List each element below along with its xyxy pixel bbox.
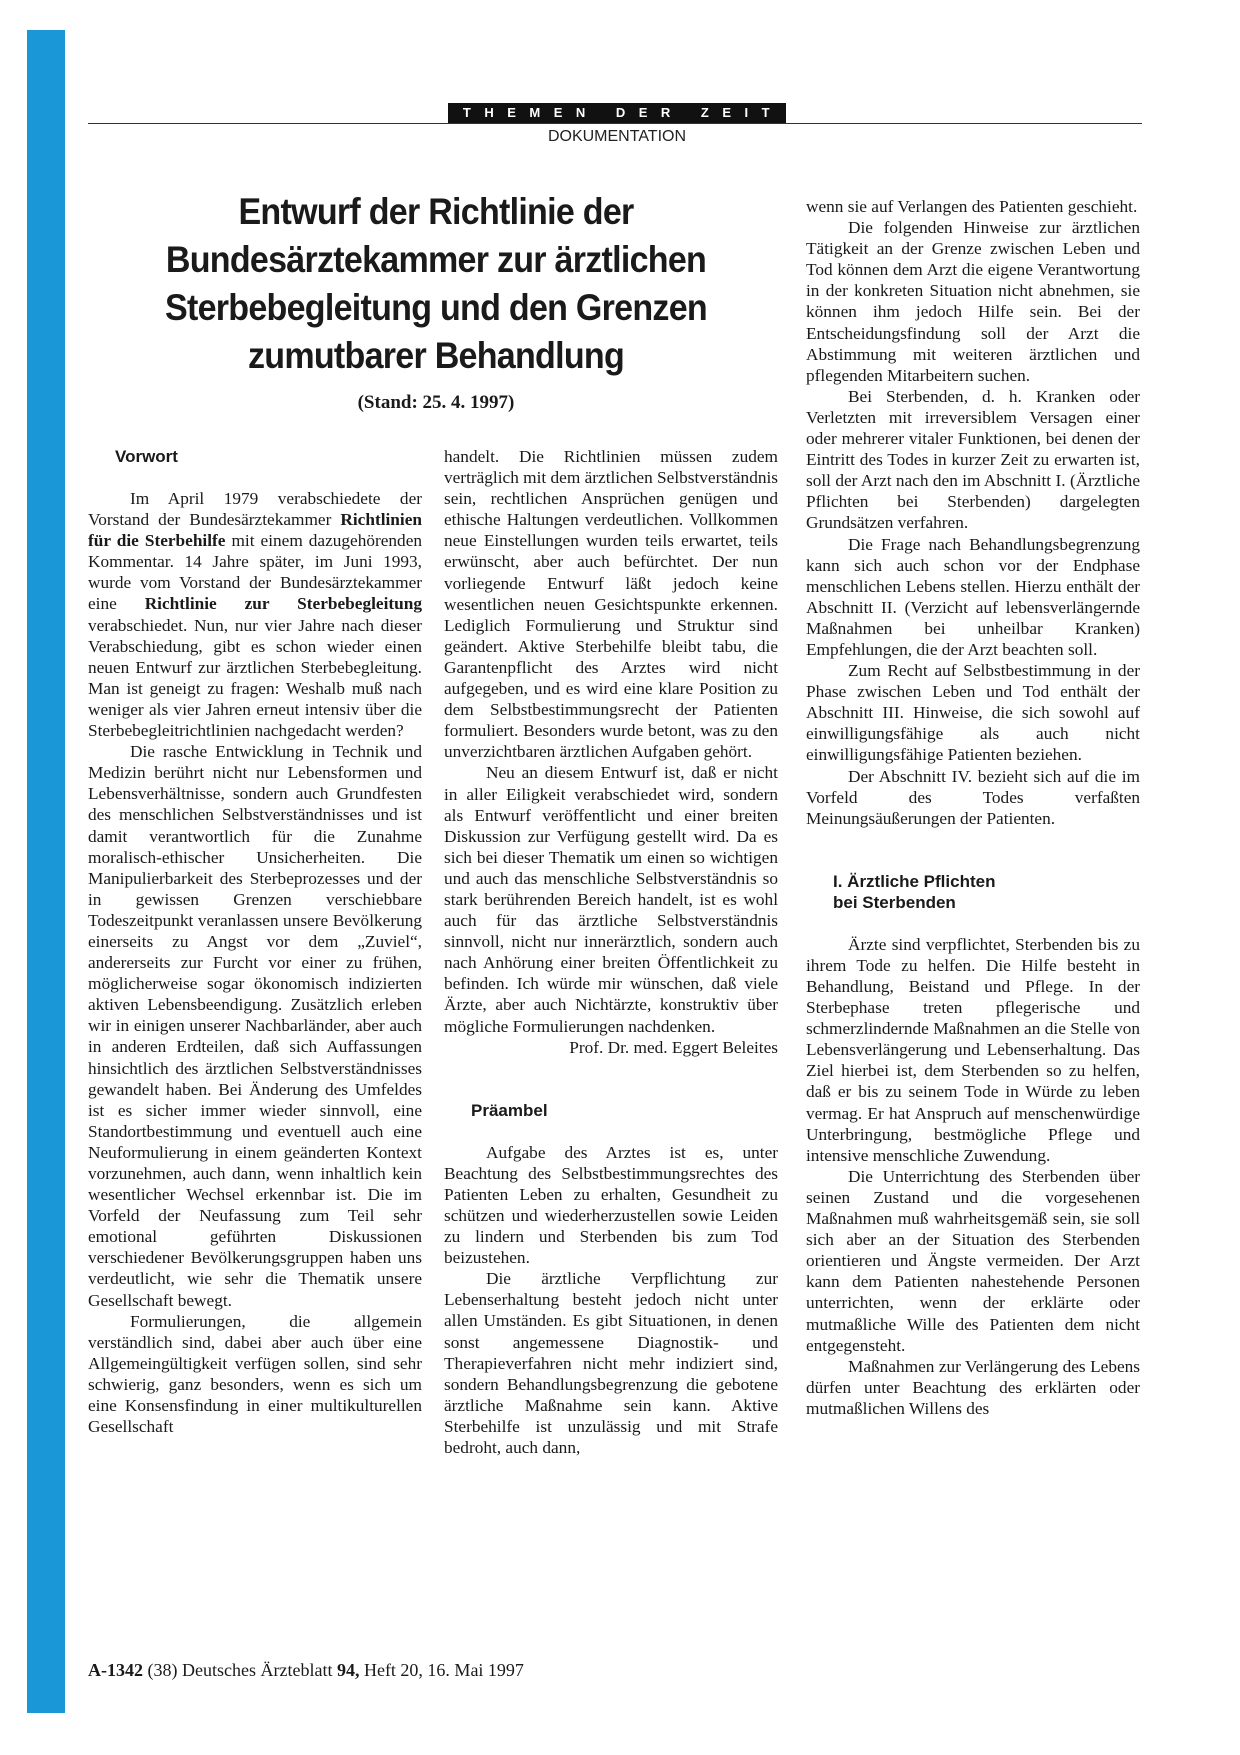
section-label: THEMEN DER ZEIT — [448, 103, 786, 123]
title-line: Sterbebegleitung und den Grenzen — [165, 287, 707, 328]
signature: Prof. Dr. med. Eggert Beleites — [569, 1037, 778, 1057]
paragraph: Neu an diesem Entwurf ist, daß er nicht in aller Eiligkeit verabschiedet wird, sondern als Entwurf veröffentlicht und einer breiten Diskussion zur Verfügung gestellt wird. Da es sich bei dieser Thematik um einen so wichtigen und auch das menschliche Selbstverständnis so stark berührenden Bereich handelt, ist es wohl auch für das ärztliche Selbstverständnis sinnvoll, nicht nur innerärztlich, sondern auch nach Anhörung einer breiten Öffentlichkeit zu befinden. Ich würde mir wünschen, daß viele Ärzte, aber auch Nichtärzte, konstruktiv über mögliche Formulierungen nachdenken. — [444, 763, 778, 1036]
text-column-3 — [806, 196, 1140, 1419]
paragraph: Bei Sterbenden, d. h. Kranken oder Verletzten mit irreversiblem Versagen einer oder mehrerer vitaler Funktionen, bei denen der Eintritt des Todes in kurzer Zeit zu erwarten ist, soll der Arzt nach den im Abschnitt I. (Ärztliche Pflichten bei Sterbenden) dargelegten Grundsätzen verfahren. — [806, 386, 1140, 533]
title-line: zumutbarer Behandlung — [247, 335, 625, 376]
article-title — [120, 188, 753, 380]
heading-vorwort: Vorwort — [115, 447, 178, 466]
paragraph: Die rasche Entwicklung in Technik und Medizin berührt nicht nur Lebensformen und Lebensverhältnisse, sondern auch Grundfesten des menschlichen Selbstverständnisses und ist damit verantwortlich für die Zunahme moralisch-ethischer Unsicherheiten. Die Manipulierbarkeit des Sterbeprozesses und der in gewissen Grenzen verschiebbare Todeszeitpunkt veranlassen unsere Bevölkerung einerseits zu Angst vor dem „Zuviel“, andererseits zur Furcht vor einer zu frühen, möglicherweise sogar ökonomisch indizierten aktiven Lebensbeendigung. Zusätzlich erleben wir in einigen unserer Nachbarländer, aber auch in anderen Erdteilen, daß sich Auffassungen hinsichtlich des ärztlichen Selbstverständnisses gewandelt haben. Bei Änderung des Umfeldes ist es sicher immer wieder sinnvoll, eine Standortbestimmung und eventuell auch eine Neuformulierung in einem geänderten Kontext vorzunehmen, auch dann, wenn inhaltlich kein wesentlicher Wechsel erkennbar ist. Die im Vorfeld der Neufassung zum Teil sehr emotional geführten Diskussionen verschiedener Bevölkerungsgruppen haben uns verdeutlicht, wie sehr die Thematik unsere Gesellschaft bewegt. — [88, 742, 422, 1310]
paragraph: Der Abschnitt IV. bezieht sich auf die im Vorfeld des Todes verfaßten Meinungsäußerungen der Patienten. — [806, 766, 1140, 828]
paragraph: Ärzte sind verpflichtet, Sterbenden bis zu ihrem Tode zu helfen. Die Hilfe besteht in Behandlung, Beistand und Pflege. In der Sterbephase treten pflegerische und schmerzlindernde Maßnahmen an die Stelle von Lebensverlängerung und Lebenserhaltung. Das Ziel hierbei ist, dem Sterbenden so zu helfen, daß er bis zu seinem Tode in Würde zu leben vermag. Er hat Anspruch auf menschenwürdige Unterbringung, bestmögliche Pflege und intensive menschliche Zuwendung. — [806, 934, 1140, 1165]
page-code: A-1342 — [88, 1660, 143, 1680]
paragraph: wenn sie auf Verlangen des Patienten geschieht. — [806, 197, 1138, 216]
color-sidebar-bar — [27, 30, 65, 1713]
paragraph: Die ärztliche Verpflichtung zur Lebenserhaltung besteht jedoch nicht unter allen Umständen. Es gibt Situationen, in denen sonst angemessene Diagnostik- und Therapieverfahren nicht mehr indiziert sind, sondern Behandlungsbegrenzung die gebotene ärztliche Maßnahme sein kann. Aktive Sterbehilfe ist unzulässig und mit Strafe bedroht, auch dann, — [444, 1269, 778, 1458]
paragraph: Formulierungen, die allgemein verständlich sind, dabei aber auch über eine Allgemeingültigkeit verfügen sollen, sind sehr schwierig, ganz besonders, wenn es sich um eine Konsensfindung in einer multikulturellen Gesellschaft — [88, 1311, 422, 1437]
heading-praeambel: Präambel — [471, 1100, 548, 1120]
title-line: Entwurf der Richtlinie der — [238, 191, 634, 232]
issue-info: Heft 20, 16. Mai 1997 — [363, 1660, 524, 1680]
department-label: DOKUMENTATION — [547, 128, 687, 145]
paragraph: Zum Recht auf Selbstbestimmung in der Phase zwischen Leben und Tod enthält der Abschnitt III. Hinweise, die sich sowohl auf einwilligungsfähige als auch nicht einwilligungsfähige Patienten beziehen. — [806, 661, 1140, 765]
header-rule — [88, 123, 1142, 124]
text-column-2 — [444, 446, 778, 1458]
paragraph: Die Frage nach Behandlungsbegrenzung kann sich auch schon vor der Endphase menschlichen Lebens stellen. Hierzu enthält der Abschnitt II. (Verzicht auf lebensverlängernde Maßnahmen bei unheilbar Kranken) Empfehlungen, die der Arzt beachten soll. — [806, 534, 1140, 659]
bold-term: Richtlinien für die Sterbehilfe — [88, 510, 422, 551]
paragraph: handelt. Die Richtlinien müssen zudem verträglich mit dem ärztlichen Selbstverständnis sein, rechtlichen Ansprüchen genügen und ethische Haltungen verdeutlichen. Vollkommen neue Einstellungen wurden teils erwartet, teils erwünscht, aber auch befürchtet. Der nun vorliegende Entwurf läßt jedoch keine wesentlichen neuen Gesichtspunkte erkennen. Lediglich Formulierung und Struktur sind geändert. Aktive Sterbehilfe bleibt tabu, die Garantenpflicht des Arztes wird nicht aufgegeben, und es wird eine klare Position zu dem Selbstbestimmungsrecht der Patienten formuliert. Besonders wurde betont, was zu den unverzichtbaren ärztlichen Aufgaben gehört. — [444, 447, 779, 762]
title-line: Bundesärztekammer zur ärztlichen — [165, 239, 707, 280]
paragraph: Die folgenden Hinweise zur ärztlichen Tätigkeit an der Grenze zwischen Leben und Tod können dem Arzt die eigene Verantwortung in der konkreten Situation nicht abnehmen, sie können ihm jedoch Hilfe sein. Bei der Entscheidungsfindung soll der Arzt die Abstimmung mit weiteren ärztlichen und pflegenden Mitarbeitern suchen. — [806, 218, 1140, 385]
volume: 94, — [336, 1660, 360, 1680]
bold-term: Richtlinie zur Sterbebegleitung — [144, 594, 422, 614]
paragraph: Aufgabe des Arztes ist es, unter Beachtung des Selbstbestimmungsrechtes des Patienten Leben zu erhalten, Gesundheit zu schützen und wiederherzustellen sowie Leiden zu lindern und Sterbenden bis zum Tod beizustehen. — [444, 1142, 778, 1268]
article-subtitle: (Stand: 25. 4. 1997) — [357, 392, 515, 413]
heading-section-1: I. Ärztliche Pflichten bei Sterbenden — [833, 871, 996, 912]
text-column-1 — [88, 446, 422, 1437]
page-number: (38) — [147, 1660, 178, 1680]
paragraph: Maßnahmen zur Verlängerung des Lebens dürfen unter Beachtung des erklärten oder mutmaßlichen Willens des — [806, 1356, 1140, 1418]
paragraph: Die Unterrichtung des Sterbenden über seinen Zustand und die vorgesehenen Maßnahmen muß wahrheitsgemäß sein, sie soll sich aber an der Situation des Sterbenden orientieren und Ängste vermeiden. Der Arzt kann dem Patienten nahestehende Personen unterrichten, wenn der erklärte oder mutmaßliche Wille des Patienten dem nicht entgegensteht. — [806, 1166, 1140, 1355]
journal-name: Deutsches Ärzteblatt — [182, 1660, 333, 1680]
page-footer — [88, 1660, 524, 1681]
paragraph: Im April 1979 verabschiedete der Vorstand der Bundesärztekammer Richtlinien für die Sterbehilfe mit einem dazugehörenden Kommentar. 14 Jahre später, im Juni 1993, wurde vom Vorstand der Bundesärztekammer eine Richtlinie zur Sterbebegleitung verabschiedet. Nun, nur vier Jahre nach dieser Verabschiedung, gibt es schon wieder einen neuen Entwurf zur ärztlichen Sterbebegleitung. Man ist geneigt zu fragen: Weshalb muß nach weniger als vier Jahren erneut intensiv über die Sterbebegleitrichtlinien nachgedacht werden? — [88, 489, 423, 741]
